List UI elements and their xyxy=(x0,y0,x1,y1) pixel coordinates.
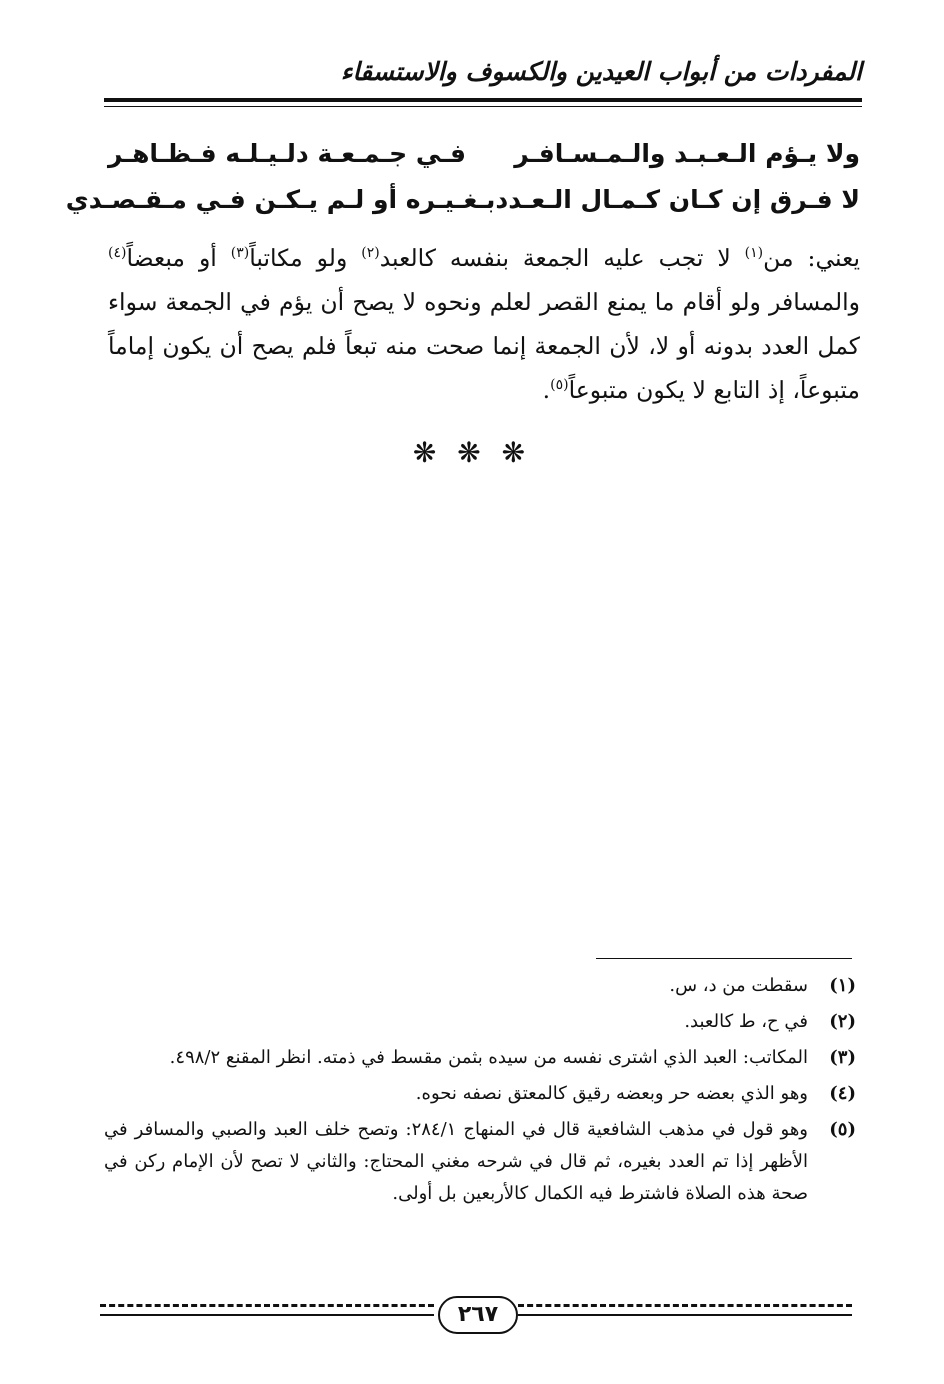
header-rule-thin xyxy=(104,106,862,107)
verse-line-1 xyxy=(108,130,860,176)
footnote-number: (٥) xyxy=(829,1119,856,1140)
commentary-text: والمسافر ولو أقام ما يمنع القصر لعلم ونحوه لا يصح أن يؤم في الجمعة سواء كمل العدد بدونه أو لا، لأن الجمعة إنما صحت منه تبعاً فلم يصح أن يكون إماماً متبوعاً، إذ التابع لا يكون متبوعاً xyxy=(108,288,860,404)
footnote-marker-2[interactable]: (٢) xyxy=(361,245,380,262)
commentary-text: أو مبعضاً xyxy=(126,244,231,272)
footnote-item xyxy=(104,970,856,1002)
page-number: ٢٦٧ xyxy=(438,1296,518,1334)
footnote-item xyxy=(104,1042,856,1074)
footer-rule-right-dashed xyxy=(518,1304,852,1307)
footnote-item xyxy=(104,1114,856,1210)
verse-2-right-hemistich: لا فـرق إن كـان كـمـال الـعـدد xyxy=(495,184,860,214)
verse-1-left-hemistich: فـي جـمـعـة دلـيـلـه فـظـاهـر xyxy=(108,138,467,168)
footnote-number: (٣) xyxy=(829,1047,856,1068)
footnote-text: وهو قول في مذهب الشافعية قال في المنهاج ٢٨٤/١: وتصح خلف العبد والصبي والمسافر في الأظهر إذا تم العدد بغيره، ثم قال في شرحه مغني المحتاج: والثاني لا تصح لأن الإمام ركن في صحة هذه الصلاة فاشترط فيه الكمال كالأربعين بل أولى. xyxy=(104,1119,809,1204)
footnote-separator xyxy=(596,958,852,959)
footer-rule-left-dashed xyxy=(100,1304,434,1307)
footnote-text: سقطت من د، س. xyxy=(669,975,808,996)
commentary-text: ولو مكاتباً xyxy=(249,244,362,272)
footnote-marker-3[interactable]: (٣) xyxy=(230,245,250,262)
footnote-text: المكاتب: العبد الذي اشترى نفسه من سيده بثمن مقسط في ذمته. انظر المقنع ٤٩٨/٢. xyxy=(169,1047,808,1068)
commentary-text: لا تجب عليه الجمعة بنفسه كالعبد xyxy=(379,244,745,272)
page-footer xyxy=(100,1296,852,1336)
commentary-text: يعني: من xyxy=(763,244,860,272)
footnote-number: (٤) xyxy=(829,1083,856,1104)
footnote-marker-4[interactable]: (٤) xyxy=(108,245,127,262)
commentary-text: . xyxy=(542,376,551,404)
footnote-number: (١) xyxy=(829,975,856,996)
commentary-paragraph xyxy=(108,236,860,412)
footnote-item xyxy=(104,1078,856,1110)
footer-rule-left-solid xyxy=(100,1314,434,1316)
header-rule-thick xyxy=(104,98,862,102)
verse-1-right-hemistich: ولا يـؤم الـعـبـد والـمـسـافـر xyxy=(514,138,860,168)
verse-block xyxy=(65,130,860,222)
verse-line-2 xyxy=(65,176,860,222)
footnote-text: في ح، ط كالعبد. xyxy=(684,1011,808,1032)
footer-rule-right-solid xyxy=(518,1314,852,1316)
footnotes-list xyxy=(104,970,856,1214)
footnote-text: وهو الذي بعضه حر وبعضه رقيق كالمعتق نصفه نحوه. xyxy=(415,1083,808,1104)
footnote-number: (٢) xyxy=(829,1011,856,1032)
verse-2-left-hemistich: بـغـيـره أو لـم يـكـن فـي مـقـصـدي xyxy=(65,184,496,214)
running-header: المفردات من أبواب العيدين والكسوف والاستسقاء xyxy=(340,57,862,86)
footnote-item xyxy=(104,1006,856,1038)
section-ornament: ❋ ❋ ❋ xyxy=(412,436,532,469)
footnote-marker-5[interactable]: (٥) xyxy=(550,377,569,394)
footnote-marker-1[interactable]: (١) xyxy=(744,245,764,262)
